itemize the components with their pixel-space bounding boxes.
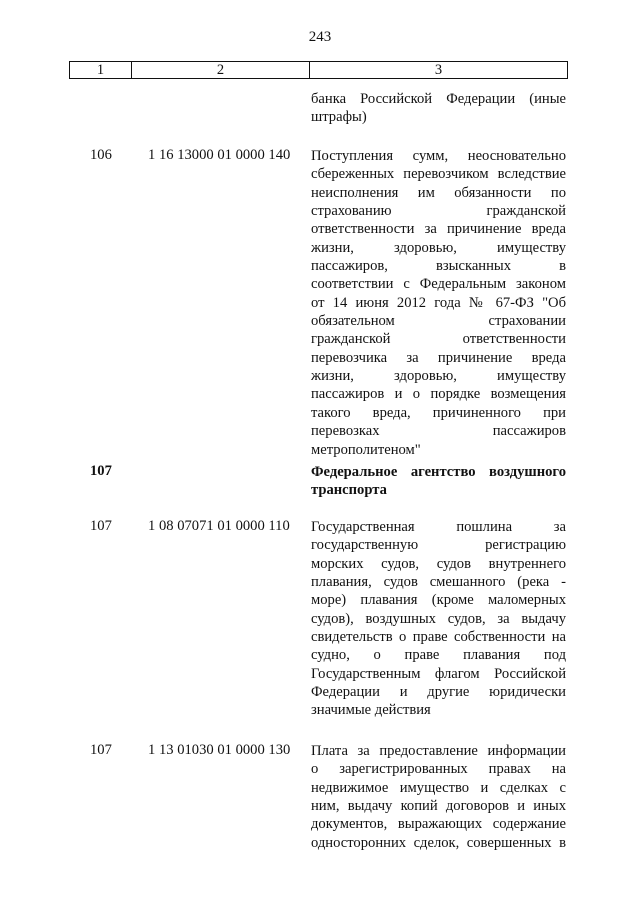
row-number: 107 xyxy=(90,742,112,758)
desc-line: метрополитеном" xyxy=(311,441,421,458)
desc-line: перевозчика за причинение вреда xyxy=(311,349,566,366)
desc-line: пассажиров и о порядке возмещения xyxy=(311,386,566,403)
desc-line: Поступления сумм, неосновательно xyxy=(311,148,566,164)
row-number: 106 xyxy=(90,147,112,163)
row-code: 1 16 13000 01 0000 140 xyxy=(148,147,291,163)
desc-line: от 14 июня 2012 года № 67-ФЗ "Об xyxy=(311,294,566,311)
row-number: 107 xyxy=(90,518,112,534)
row-code: 1 13 01030 01 0000 130 xyxy=(148,742,291,758)
header-col-2: 2 xyxy=(132,62,310,78)
desc-line: судно, о праве плавания под xyxy=(311,647,566,664)
desc-line: море) плавания (кроме маломерных xyxy=(311,592,566,609)
table-header xyxy=(69,61,568,79)
desc-line: ним, выдачу копий договоров и иных xyxy=(311,798,566,815)
agency-heading xyxy=(311,463,566,500)
header-col-1: 1 xyxy=(70,62,132,78)
desc-line: Государственная пошлина за xyxy=(311,519,566,535)
desc-line: транспорта xyxy=(311,482,387,499)
desc-line: такого вреда, причиненного при xyxy=(311,404,566,421)
desc-line: гражданской ответственности xyxy=(311,331,566,348)
row-description xyxy=(311,147,566,459)
header-col-3: 3 xyxy=(434,62,443,78)
row-number: 107 xyxy=(90,463,112,479)
desc-line: жизни, здоровью, имуществу xyxy=(311,368,566,385)
desc-line: соответствии с Федеральным законом xyxy=(311,276,566,293)
desc-line: Федеральное агентство воздушного xyxy=(311,464,566,480)
desc-line: страхованию гражданской xyxy=(311,203,566,220)
row-description xyxy=(311,90,566,127)
desc-line: Плата за предоставление информации xyxy=(311,743,566,759)
desc-line: документов, выражающих содержание xyxy=(311,816,566,833)
desc-line: ответственности за причинение вреда xyxy=(311,221,566,238)
desc-line: пассажиров, взысканных в xyxy=(311,258,566,275)
desc-line: государственную регистрацию xyxy=(311,537,566,554)
desc-line: свидетельств о праве собственности на xyxy=(311,629,566,646)
desc-line: перевозках пассажиров xyxy=(311,423,566,440)
desc-line: морских судов, судов внутреннего xyxy=(311,555,566,572)
desc-line: недвижимое имущество и сделках с xyxy=(311,779,566,796)
desc-line: о зарегистрированных правах на xyxy=(311,761,566,778)
row-description xyxy=(311,518,566,720)
page-number: 243 xyxy=(308,29,332,45)
desc-line: жизни, здоровью, имуществу xyxy=(311,239,566,256)
desc-line: судов), воздушных судов, за выдачу xyxy=(311,610,566,627)
desc-line: неисполнения им обязанности по xyxy=(311,184,566,201)
desc-line: сбереженных перевозчиком вследствие xyxy=(311,166,566,183)
desc-line: значимые действия xyxy=(311,702,431,719)
desc-line: плавания, судов смешанного (река - xyxy=(311,574,566,591)
desc-line: односторонних сделок, совершенных в xyxy=(311,834,566,851)
desc-line: Государственным флагом Российской xyxy=(311,665,566,682)
desc-line: штрафы) xyxy=(311,109,367,126)
row-description xyxy=(311,742,566,852)
desc-line: Федерации и другие юридически xyxy=(311,684,566,701)
row-code: 1 08 07071 01 0000 110 xyxy=(148,518,290,534)
desc-line: банка Российской Федерации (иные xyxy=(311,91,566,107)
desc-line: обязательном страховании xyxy=(311,313,566,330)
